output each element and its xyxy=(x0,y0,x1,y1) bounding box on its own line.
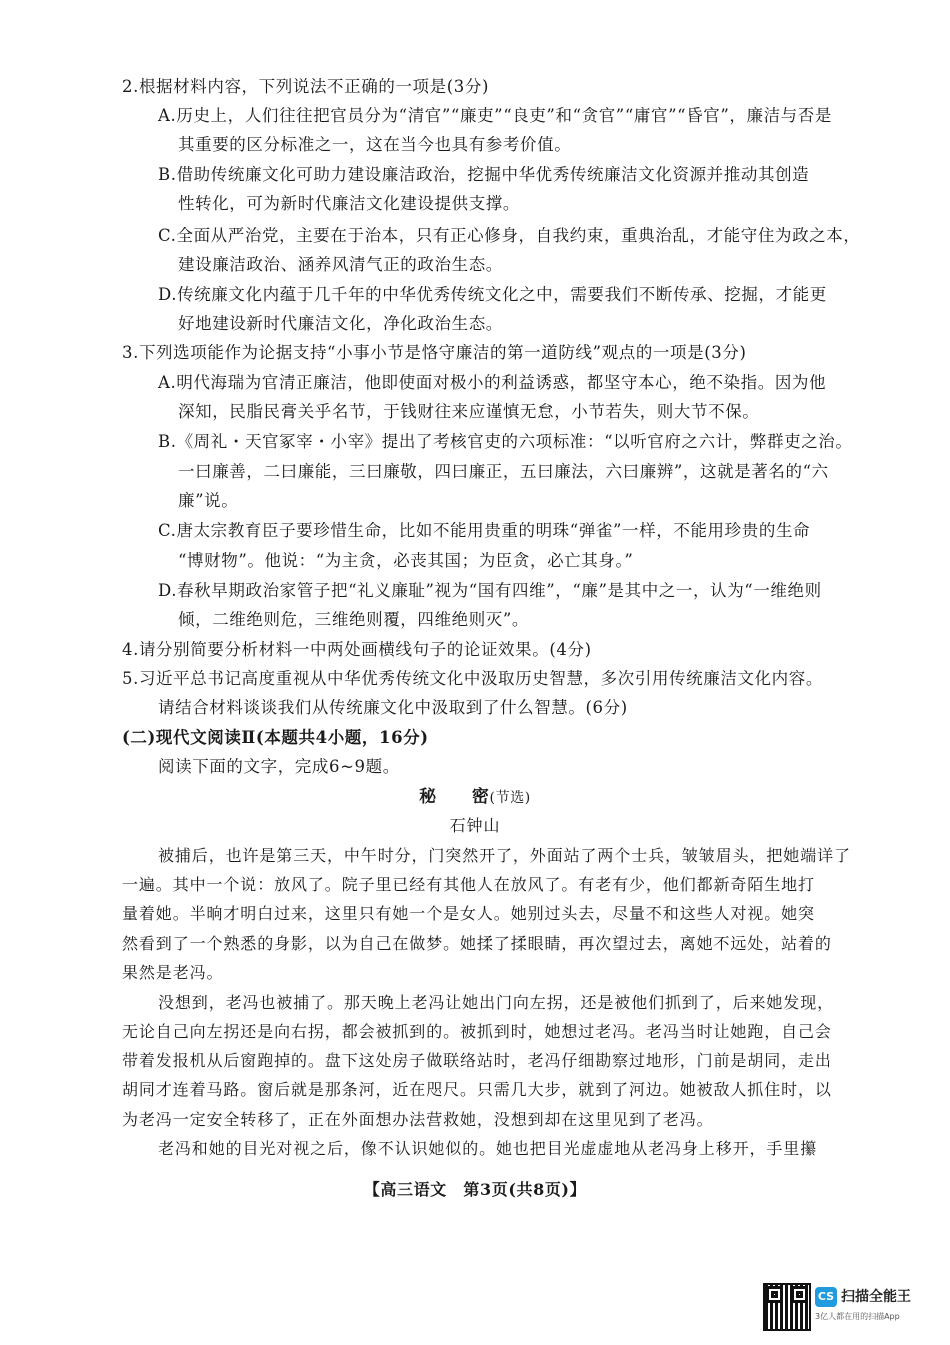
q2-option-d-line2: 好地建设新时代廉洁文化，净化政治生态。 xyxy=(178,314,503,333)
q4-stem: 4.请分别简要分析材料一中两处画横线句子的论证效果。(4分) xyxy=(122,640,592,659)
story-author: 石钟山 xyxy=(449,816,501,835)
camscanner-name: 扫描全能王 xyxy=(841,1289,911,1305)
q2-option-b-line1: B.借助传统廉文化可助力建设廉洁政治，挖掘中华优秀传统廉洁文化资源并推动其创造 xyxy=(158,165,810,184)
story-line-3: 量着她。半晌才明白过来，这里只有她一个是女人。她别过头去，尽量不和这些人对视。她突 xyxy=(122,904,815,923)
q3-option-c-line2: “博财物”。他说：“为主贪，必丧其国；为臣贪，必亡其身。” xyxy=(178,551,634,570)
reading-instruction: 阅读下面的文字，完成6~9题。 xyxy=(158,757,400,776)
q3-option-b-line2: 一曰廉善，二曰廉能，三曰廉敬，四曰廉正，五曰廉法，六曰廉辨”，这就是著名的“六 xyxy=(178,462,829,481)
story-line-7: 无论自己向左拐还是向右拐，都会被抓到的。被抓到时，她想过老冯。老冯当时让她跑，自己会 xyxy=(122,1022,832,1041)
story-line-2: 一遍。其中一个说：放风了。院子里已经有其他人在放风了。有老有少，他们都新奇陌生地打 xyxy=(122,875,815,894)
q3-option-d-line2: 倾，二维绝则危，三维绝则覆，四维绝则灭”。 xyxy=(178,610,530,629)
scanner-watermark xyxy=(763,1283,923,1335)
camscanner-tagline: 3亿人都在用的扫描App xyxy=(815,1312,900,1321)
story-title-note: (节选) xyxy=(489,790,531,806)
story-line-6: 没想到，老冯也被捕了。那天晚上老冯让她出门向左拐，还是被他们抓到了，后来她发现， xyxy=(158,993,835,1012)
story-title xyxy=(0,786,950,809)
q3-option-d-line1: D.春秋早期政治家管子把“礼义廉耻”视为“国有四维”，“廉”是其中之一，认为“一维绝则 xyxy=(158,581,822,600)
story-line-1: 被捕后，也许是第三天，中午时分，门突然开了，外面站了两个士兵，皱皱眉头，把她端详了 xyxy=(158,846,851,865)
qr-code-icon xyxy=(763,1283,811,1331)
story-line-4: 然看到了一个熟悉的身影，以为自己在做梦。她揉了揉眼睛，再次望过去，离她不远处，站着的 xyxy=(122,934,832,953)
q2-stem: 2.根据材料内容，下列说法不正确的一项是(3分) xyxy=(122,77,490,96)
q2-option-d-line1: D.传统廉文化内蕴于几千年的中华优秀传统文化之中，需要我们不断传承、挖掘，才能更 xyxy=(158,285,827,304)
q3-option-b-line1: B.《周礼・天官冢宰・小宰》提出了考核官吏的六项标准：“以听官府之六计，弊群吏之治。 xyxy=(158,432,853,451)
story-line-9: 胡同才连着马路。窗后就是那条河，近在咫尺。只需几大步，就到了河边。她被敌人抓住时，以 xyxy=(122,1080,832,1099)
q2-option-a-line1: A.历史上，人们往往把官员分为“清官”“廉吏”“良吏”和“贪官”“庸官”“昏官”，廉洁与否是 xyxy=(158,106,832,125)
story-line-10: 为老冯一定安全转移了，正在外面想办法营救她，没想到却在这里见到了老冯。 xyxy=(122,1110,714,1129)
story-title-text: 秘 密 xyxy=(419,787,490,807)
q5-stem-line2: 请结合材料谈谈我们从传统廉文化中汲取到了什么智慧。(6分) xyxy=(158,698,628,717)
story-line-11: 老冯和她的目光对视之后，像不认识她似的。她也把目光虚虚地从老冯身上移开，手里攥 xyxy=(158,1139,818,1158)
q5-stem-line1: 5.习近平总书记高度重视从中华优秀传统文化中汲取历史智慧，多次引用传统廉洁文化内容。 xyxy=(122,669,823,688)
q3-option-c-line1: C.唐太宗教育臣子要珍惜生命，比如不能用贵重的明珠“弹雀”一样，不能用珍贵的生命 xyxy=(158,521,811,540)
camscanner-logo-icon: CS xyxy=(815,1287,837,1307)
q2-option-b-line2: 性转化，可为新时代廉洁文化建设提供支撑。 xyxy=(178,194,520,213)
q2-option-a-line2: 其重要的区分标准之一，这在当今也具有参考价值。 xyxy=(178,135,572,154)
story-line-8: 带着发报机从后窗跑掉的。盘下这处房子做联络站时，老冯仔细勘察过地形，门前是胡同，走出 xyxy=(122,1051,832,1070)
page-footer: 【高三语文 第3页(共8页)】 xyxy=(363,1180,587,1199)
q3-option-a-line2: 深知，民脂民膏关乎名节，于钱财往来应谨慎无怠，小节若失，则大节不保。 xyxy=(178,402,760,421)
story-line-5: 果然是老冯。 xyxy=(122,963,224,982)
q2-option-c-line1: C.全面从严治党，主要在于治本，只有正心修身，自我约束，重典治乱，才能守住为政之本， xyxy=(158,226,861,245)
q3-option-a-line1: A.明代海瑞为官清正廉洁，他即使面对极小的利益诱惑，都坚守本心，绝不染指。因为他 xyxy=(158,373,827,392)
q3-stem: 3.下列选项能作为论据支持“小事小节是恪守廉洁的第一道防线”观点的一项是(3分) xyxy=(122,343,747,362)
q3-option-b-line3: 廉”说。 xyxy=(178,491,239,510)
section-heading: (二)现代文阅读Ⅱ(本题共4小题，16分) xyxy=(122,728,429,747)
q2-option-c-line2: 建设廉洁政治、涵养风清气正的政治生态。 xyxy=(178,255,503,274)
